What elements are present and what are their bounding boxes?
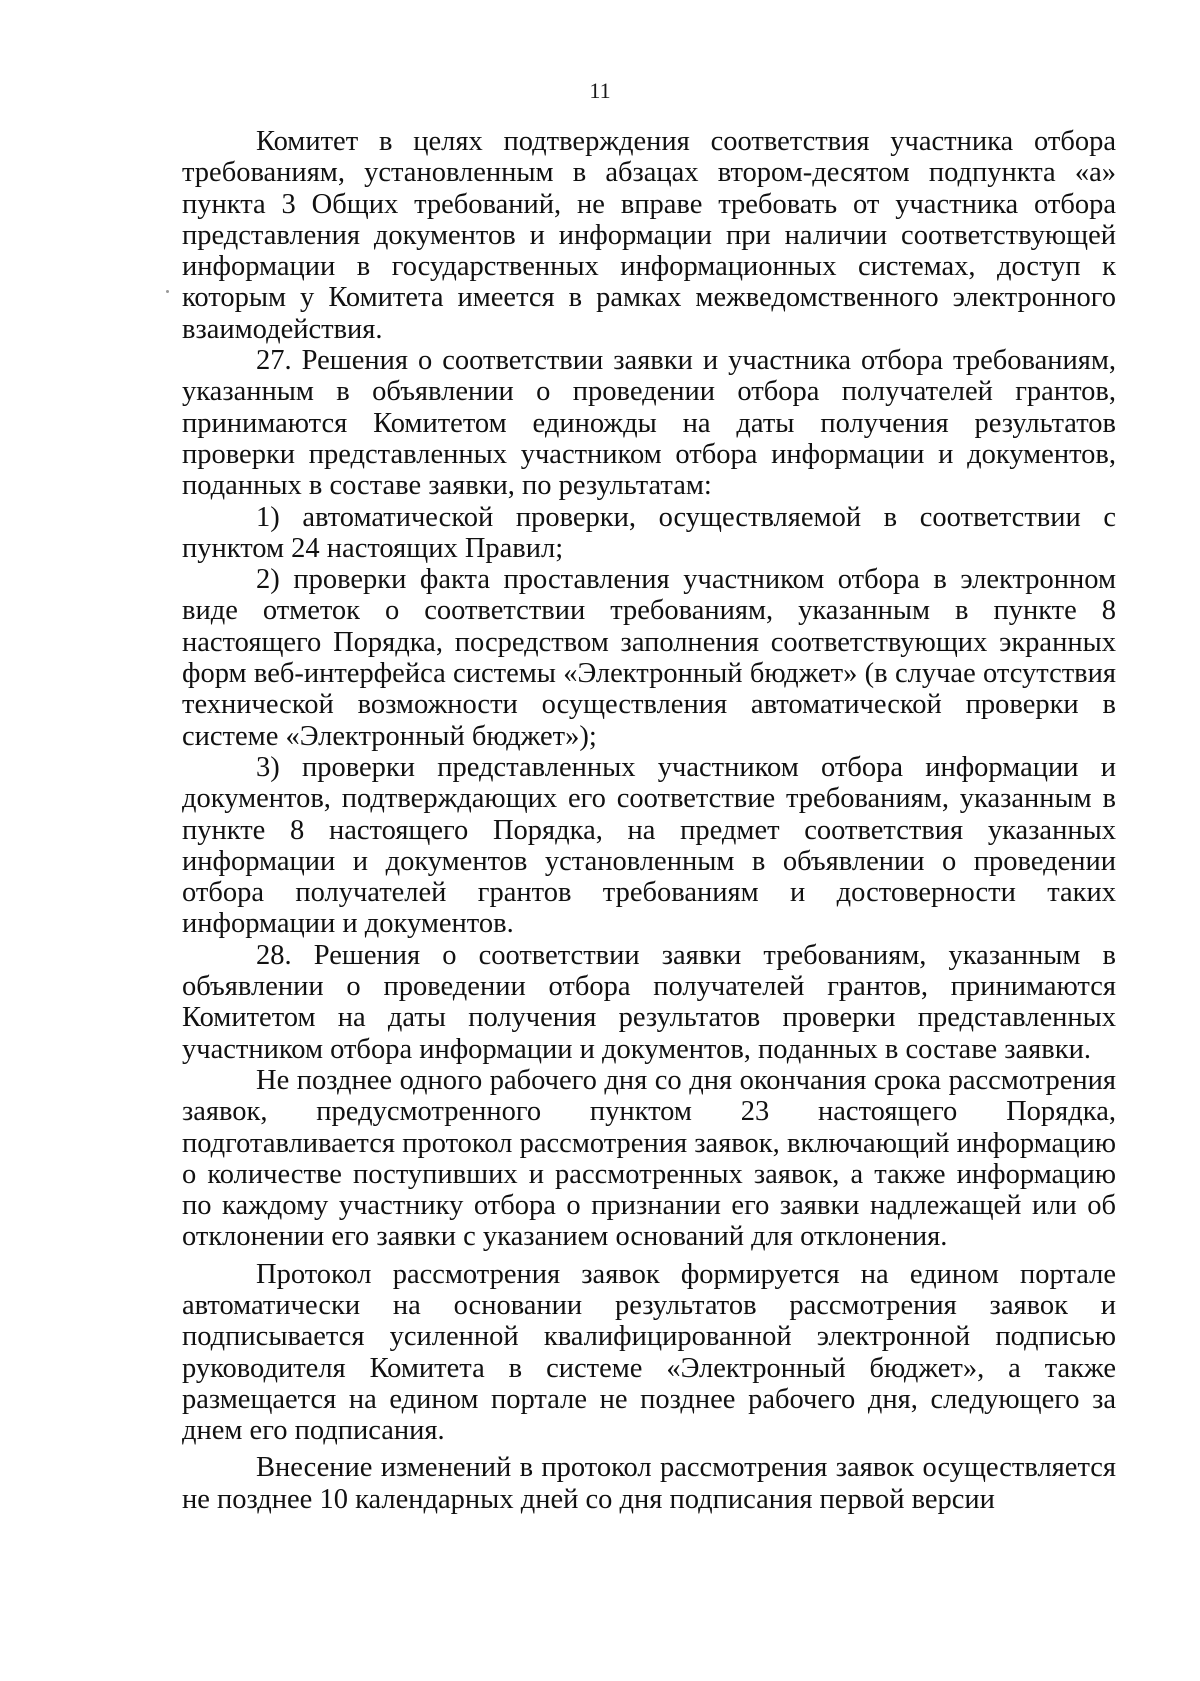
page-number: 11 (589, 78, 611, 103)
document-body (182, 126, 1116, 1515)
paragraph-protocol-amendments: Внесение изменений в протокол рассмотрения заявок осуществляется не позднее 10 календарных дней со дня подписания первой версии (182, 1452, 1116, 1515)
paragraph-28-decisions: 28. Решения о соответствии заявки требованиям, указанным в объявлении о проведении отбора получателей грантов, принимаются Комитетом на даты получения результатов проверки представленных участником отбора информации и документов, поданных в составе заявки. (182, 939, 1116, 1065)
paragraph-27-item-1: 1) автоматической проверки, осуществляемой в соответствии с пунктом 24 настоящих Правил; (182, 501, 1116, 564)
paragraph-committee-requirements: Комитет в целях подтверждения соответствия участника отбора требованиям, установленным в абзацах втором-десятом подпункта «а» пункта 3 Общих требований, не вправе требовать от участника отбора представления документов и информации при наличии соответствующей информации в государственных информационных системах, доступ к которым у Комитета имеется в рамках межведомственного электронного взаимодействия. (182, 126, 1116, 345)
paragraph-27-item-2: 2) проверки факта проставления участником отбора в электронном виде отметок о соответствии требованиям, указанным в пункте 8 настоящего Порядка, посредством заполнения соответствующих экранных форм веб-интерфейса системы «Электронный бюджет» (в случае отсутствия технической возможности осуществления автоматической проверки в системе «Электронный бюджет»); (182, 564, 1116, 752)
paragraph-protocol-formation: Протокол рассмотрения заявок формируется на едином портале автоматически на основании результатов рассмотрения заявок и подписывается усиленной квалифицированной электронной подписью руководителя Комитета в системе «Электронный бюджет», а также размещается на едином портале не позднее рабочего дня, следующего за днем его подписания. (182, 1258, 1116, 1447)
scan-artifact-dot (166, 290, 169, 293)
paragraph-27-decisions: 27. Решения о соответствии заявки и участника отбора требованиям, указанным в объявлении о проведении отбора получателей грантов, принимаются Комитетом единожды на даты получения результатов проверки представленных участником отбора информации и документов, поданных в составе заявки, по результатам: (182, 345, 1116, 502)
paragraph-27-item-3: 3) проверки представленных участником отбора информации и документов, подтверждающих его соответствие требованиям, указанным в пункте 8 настоящего Порядка, на предмет соответствия указанных информации и документов установленным в объявлении о проведении отбора получателей грантов требованиям и достоверности таких информации и документов. (182, 751, 1116, 940)
paragraph-review-protocol-deadline: Не позднее одного рабочего дня со дня окончания срока рассмотрения заявок, предусмотренного пунктом 23 настоящего Порядка, подготавливается протокол рассмотрения заявок, включающий информацию о количестве поступивших и рассмотренных заявок, а также информацию по каждому участнику отбора о признании его заявки надлежащей или об отклонении его заявки с указанием оснований для отклонения. (182, 1064, 1116, 1253)
